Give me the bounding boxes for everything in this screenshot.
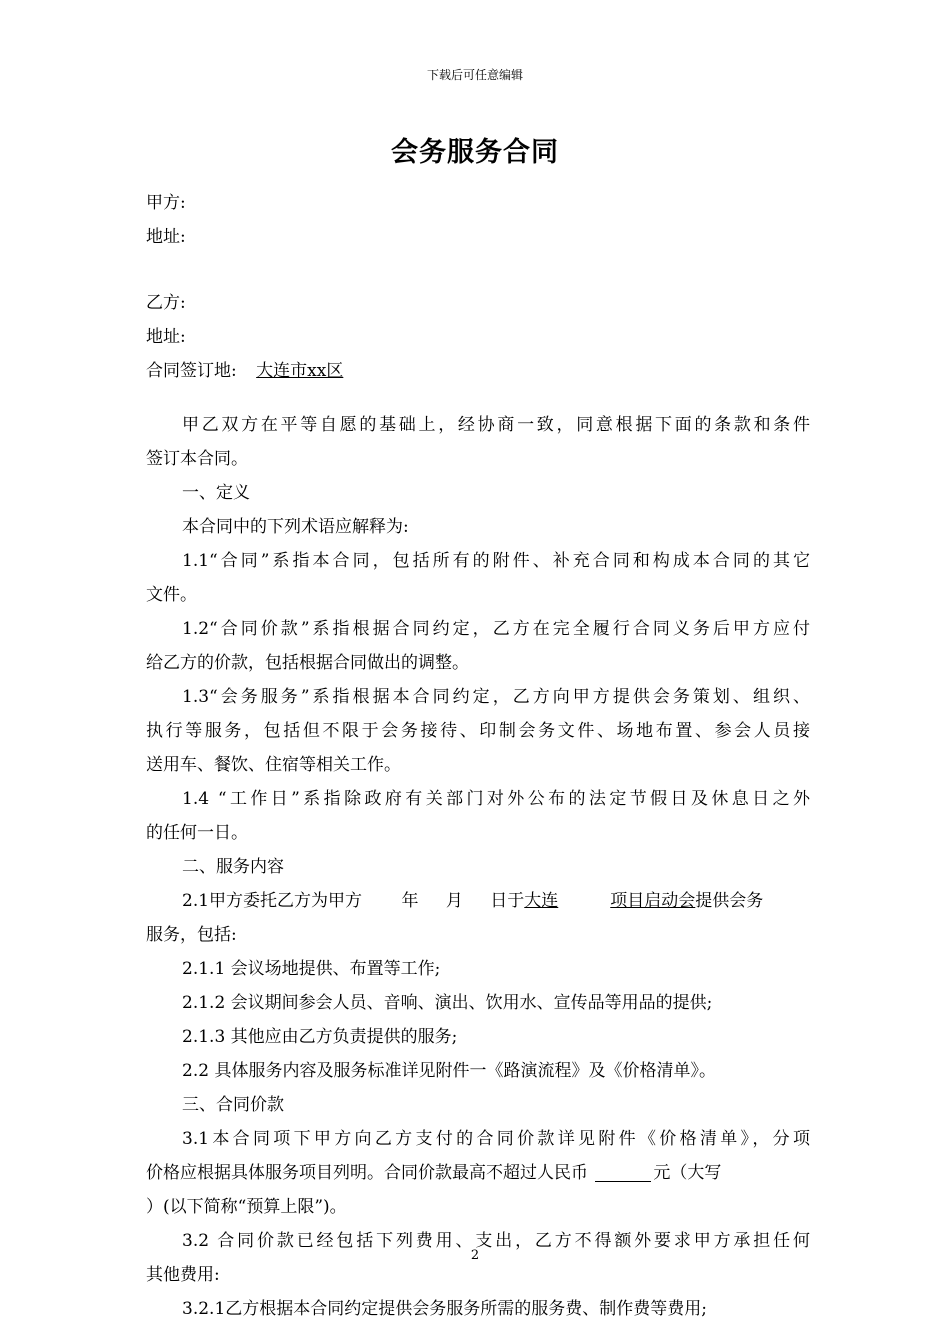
clause-2-1-month: 月 xyxy=(445,891,463,911)
clause-3-1-line-2-prefix: 价格应根据具体服务项目列明。合同价款最高不超过人民币 xyxy=(146,1163,588,1183)
def-1-2-line-2: 给乙方的价款，包括根据合同做出的调整。 xyxy=(146,653,469,673)
clause-2-1-project: 项目启动会 xyxy=(610,891,696,911)
clause-2-1-year: 年 xyxy=(401,891,419,911)
section-1-title: 一、定义 xyxy=(182,483,250,503)
sign-place-label: 合同签订地: xyxy=(146,361,237,381)
def-1-1-line-2: 文件。 xyxy=(146,585,197,605)
sign-place-row xyxy=(146,354,810,388)
party-b-label: 乙方: xyxy=(146,293,186,313)
section-2-title: 二、服务内容 xyxy=(182,857,284,877)
clause-2-1-1: 2.1.1 会议场地提供、布置等工作; xyxy=(182,959,441,979)
page-number: 2 xyxy=(470,1248,480,1263)
intro-line-1: 甲乙双方在平等自愿的基础上，经协商一致，同意根据下面的条款和条件 xyxy=(182,415,810,435)
party-a-label: 甲方: xyxy=(146,193,186,213)
def-1-4-line-2: 的任何一日。 xyxy=(146,823,248,843)
clause-3-1-line-2 xyxy=(146,1156,810,1190)
clause-2-1-line-1 xyxy=(146,884,810,918)
clause-2-1-prefix: 2.1甲方委托乙方为甲方 xyxy=(182,891,363,911)
clause-3-2-1: 3.2.1乙方根据本合同约定提供会务服务所需的服务费、制作费等费用; xyxy=(182,1299,707,1319)
def-1-1-line-1: 1.1“合同”系指本合同，包括所有的附件、补充合同和构成本合同的其它 xyxy=(182,551,810,571)
clause-2-1-place: 大连 xyxy=(524,891,559,911)
section-1-intro: 本合同中的下列术语应解释为: xyxy=(182,517,409,537)
party-b-address-label: 地址: xyxy=(146,327,186,347)
party-a-address-label: 地址: xyxy=(146,227,186,247)
def-1-3-line-3: 送用车、餐饮、住宿等相关工作。 xyxy=(146,755,401,775)
clause-3-1-line-2-suffix: 元（大写 xyxy=(653,1163,722,1183)
clause-2-1-3: 2.1.3 其他应由乙方负责提供的服务; xyxy=(182,1027,458,1047)
clause-2-1-day: 日于 xyxy=(490,891,525,911)
clause-2-1-2: 2.1.2 会议期间参会人员、音响、演出、饮用水、宣传品等用品的提供; xyxy=(182,993,713,1013)
def-1-4-line-1: 1.4 “工作日”系指除政府有关部门对外公布的法定节假日及休息日之外 xyxy=(182,789,810,809)
intro-line-2: 签订本合同。 xyxy=(146,449,248,469)
clause-2-2: 2.2 具体服务内容及服务标准详见附件一《路演流程》及《价格清单》。 xyxy=(182,1061,716,1081)
clause-2-1-line-2: 服务，包括: xyxy=(146,925,237,945)
page-header: 下载后可任意编辑 xyxy=(426,68,523,82)
clause-3-2-line-2: 其他费用: xyxy=(146,1265,220,1285)
def-1-3-line-1: 1.3“会务服务”系指根据本合同约定，乙方向甲方提供会务策划、组织、 xyxy=(182,687,810,707)
contract-body xyxy=(146,186,810,1326)
price-blank xyxy=(595,1159,651,1182)
clause-3-2-line-1: 3.2 合同价款已经包括下列费用、支出，乙方不得额外要求甲方承担任何 xyxy=(182,1231,810,1251)
document-title: 会务服务合同 xyxy=(391,137,559,168)
section-3-title: 三、合同价款 xyxy=(182,1095,284,1115)
clause-3-1-line-1: 3.1本合同项下甲方向乙方支付的合同价款详见附件《价格清单》，分项 xyxy=(182,1129,810,1149)
sign-place-value: 大连市xx区 xyxy=(256,361,344,381)
def-1-3-line-2: 执行等服务，包括但不限于会务接待、印制会务文件、场地布置、参会人员接 xyxy=(146,721,810,741)
clause-2-1-suffix: 提供会务 xyxy=(695,891,764,911)
clause-3-1-line-3: ）(以下简称“预算上限”)。 xyxy=(146,1197,347,1217)
def-1-2-line-1: 1.2“合同价款”系指根据合同约定，乙方在完全履行合同义务后甲方应付 xyxy=(182,619,810,639)
